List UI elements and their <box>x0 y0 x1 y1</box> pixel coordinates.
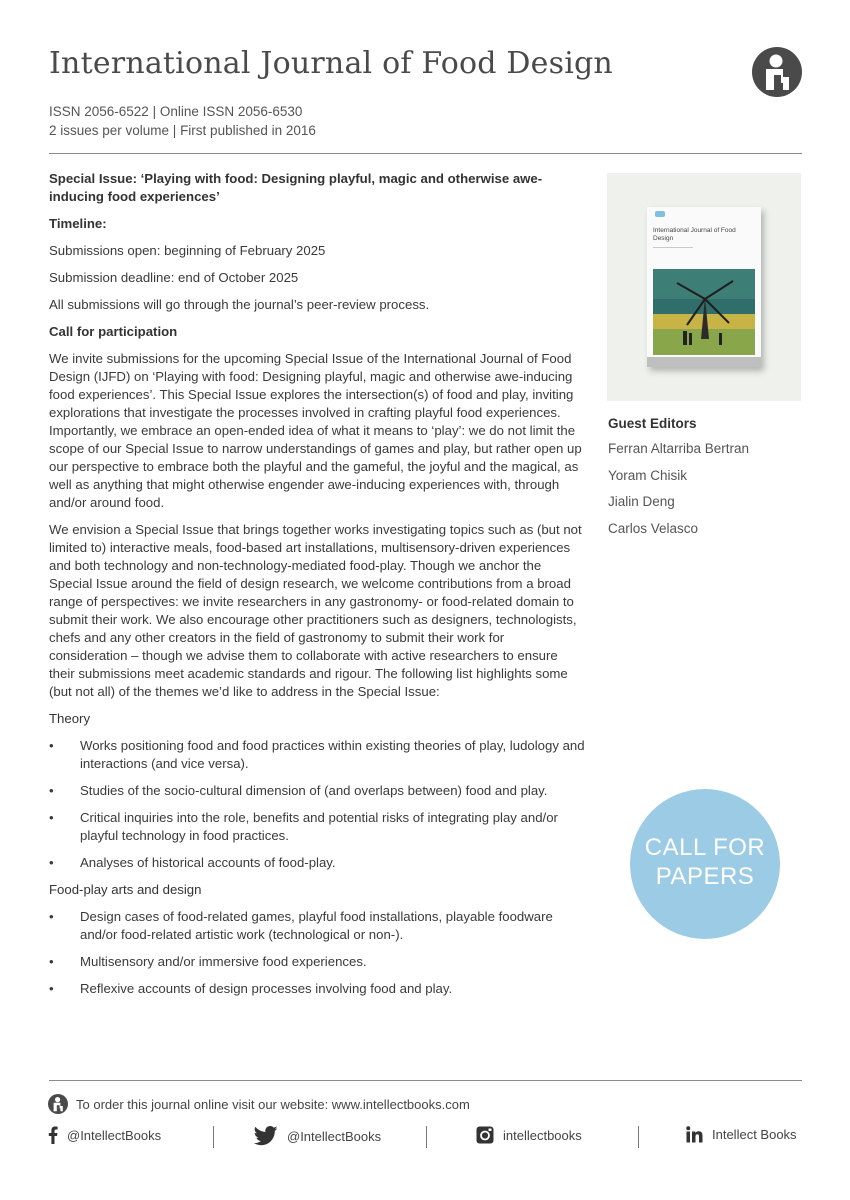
cover-divider <box>653 247 693 248</box>
bullet: • <box>49 954 54 969</box>
order-text[interactable]: To order this journal online visit our website: www.intellectbooks.com <box>76 1096 470 1112</box>
issn-line: ISSN 2056-6522 | Online ISSN 2056-6530 <box>49 104 303 119</box>
footer-divider <box>49 1080 802 1081</box>
list-item-text: Studies of the socio-cultural dimension of (and overlaps between) food and play. <box>80 783 548 798</box>
editor-name: Yoram Chisik <box>608 467 688 483</box>
footer-separator <box>426 1126 427 1148</box>
list-item-text: Multisensory and/or immersive food experiences. <box>80 954 367 969</box>
theory-list <box>49 737 585 872</box>
timeline-heading: Timeline: <box>49 216 107 231</box>
editor-name: Jialin Deng <box>608 494 675 509</box>
list-item <box>49 908 585 944</box>
list-item <box>49 782 585 800</box>
list-item <box>49 980 585 998</box>
call-heading: Call for participation <box>49 324 178 339</box>
editor-name: Carlos Velasco <box>608 520 699 536</box>
twitter-icon <box>254 1126 278 1146</box>
header-divider <box>49 153 802 154</box>
cover-illustration <box>653 269 755 355</box>
guest-editors-heading: Guest Editors <box>608 416 697 431</box>
cover-badge <box>655 211 665 217</box>
journal-cover-image <box>647 207 761 367</box>
intro-paragraph: We invite submissions for the upcoming Special Issue of the International Journal of Food Design (IJFD) on ‘Playing with food: Designing playful, magic and otherwise awe-inducing food experiences’. This Special Issue explores the intersection(s) of food and play, inviting explorations that investigate the processes involved in crafting playful food experiences. Importantly, we embrace an open-ended idea of what it means to ‘play’: we do not limit the scope of our Special Issue to narrow understandings of games and play, but rather open up our perspective to embrace both the playful and the gameful, the joyful and the magical, as well as anything that might otherwise engender awe-inducing experiences with, through and/or around food. <box>49 351 582 510</box>
twitter-handle: @IntellectBooks <box>287 1128 382 1144</box>
facebook-handle: @IntellectBooks <box>67 1127 162 1143</box>
cfp-line-2: PAPERS <box>655 863 755 890</box>
list-item-text: Design cases of food-related games, playful food installations, playable foodware and/or food-related artistic work (technological or non-). <box>80 909 553 942</box>
theory-heading: Theory <box>49 711 91 726</box>
footer-separator <box>638 1126 639 1148</box>
arts-heading: Food-play arts and design <box>49 882 202 897</box>
bullet: • <box>49 783 54 798</box>
journal-meta <box>49 102 316 140</box>
scope-paragraph: We envision a Special Issue that brings together works investigating topics such as (but not limited to) interactive meals, food-based art installations, multisensory-driven experiences and both technology and non-technology-mediated food-play. Though we anchor the Special Issue around the field of design research, we welcome contributions from a broad range of perspectives: we invite researchers in any gastronomy- or food-related domain to submit their work. We also encourage other practitioners such as designers, technologists, chefs and any other creators in the field of gastronomy to submit their work for consideration – though we advise them to collaborate with active researchers to ensure their submissions meet academic standards and rigour. The following list highlights some (but not all) of the themes we’d like to address in the Special Issue: <box>49 522 582 699</box>
list-item <box>49 953 585 971</box>
cfp-line-1: CALL FOR <box>644 834 766 861</box>
editor-name: Ferran Altarriba Bertran <box>608 441 750 456</box>
special-issue-title: Special Issue: ‘Playing with food: Designing playful, magic and otherwise awe-inducing food experiences’ <box>49 171 543 204</box>
guest-editors-list <box>608 436 749 542</box>
instagram-handle: intellectbooks <box>503 1127 582 1143</box>
linkedin-icon <box>686 1126 703 1143</box>
list-item <box>49 809 585 845</box>
bullet: • <box>49 738 54 753</box>
instagram-link[interactable] <box>476 1126 582 1144</box>
linkedin-handle: Intellect Books <box>712 1127 797 1142</box>
list-item-text: Critical inquiries into the role, benefits and potential risks of integrating play and/or playful technology in food practices. <box>80 810 558 843</box>
call-for-papers-badge <box>630 789 780 939</box>
intellect-logo-icon <box>752 47 802 97</box>
facebook-link[interactable] <box>48 1126 161 1144</box>
list-item-text: Reflexive accounts of design processes involving food and play. <box>80 981 453 996</box>
arts-list <box>49 908 585 998</box>
bullet: • <box>49 909 54 924</box>
list-item-text: Analyses of historical accounts of food-play. <box>80 855 336 870</box>
instagram-icon <box>476 1126 494 1144</box>
intellect-logo-icon <box>48 1094 68 1114</box>
timeline-item: All submissions will go through the journal’s peer-review process. <box>49 297 430 312</box>
bullet: • <box>49 981 54 996</box>
issues-line: 2 issues per volume | First published in 2016 <box>49 123 316 138</box>
list-item <box>49 737 585 773</box>
bullet: • <box>49 855 54 870</box>
linkedin-link[interactable] <box>686 1126 797 1143</box>
twitter-link[interactable] <box>254 1126 381 1146</box>
bullet: • <box>49 810 54 825</box>
list-item <box>49 854 585 872</box>
timeline-item: Submissions open: beginning of February 2025 <box>49 243 326 258</box>
order-info <box>48 1094 470 1114</box>
footer-separator <box>213 1126 214 1148</box>
list-item-text: Works positioning food and food practices within existing theories of play, ludology and interactions (and vice versa). <box>80 738 585 771</box>
main-content <box>49 170 585 1007</box>
cover-footer-bar <box>647 357 761 367</box>
facebook-icon <box>48 1126 58 1144</box>
journal-title: International Journal of Food Design <box>49 46 613 81</box>
cover-title: International Journal of Food Design <box>653 227 736 242</box>
timeline-item: Submission deadline: end of October 2025 <box>49 270 299 285</box>
